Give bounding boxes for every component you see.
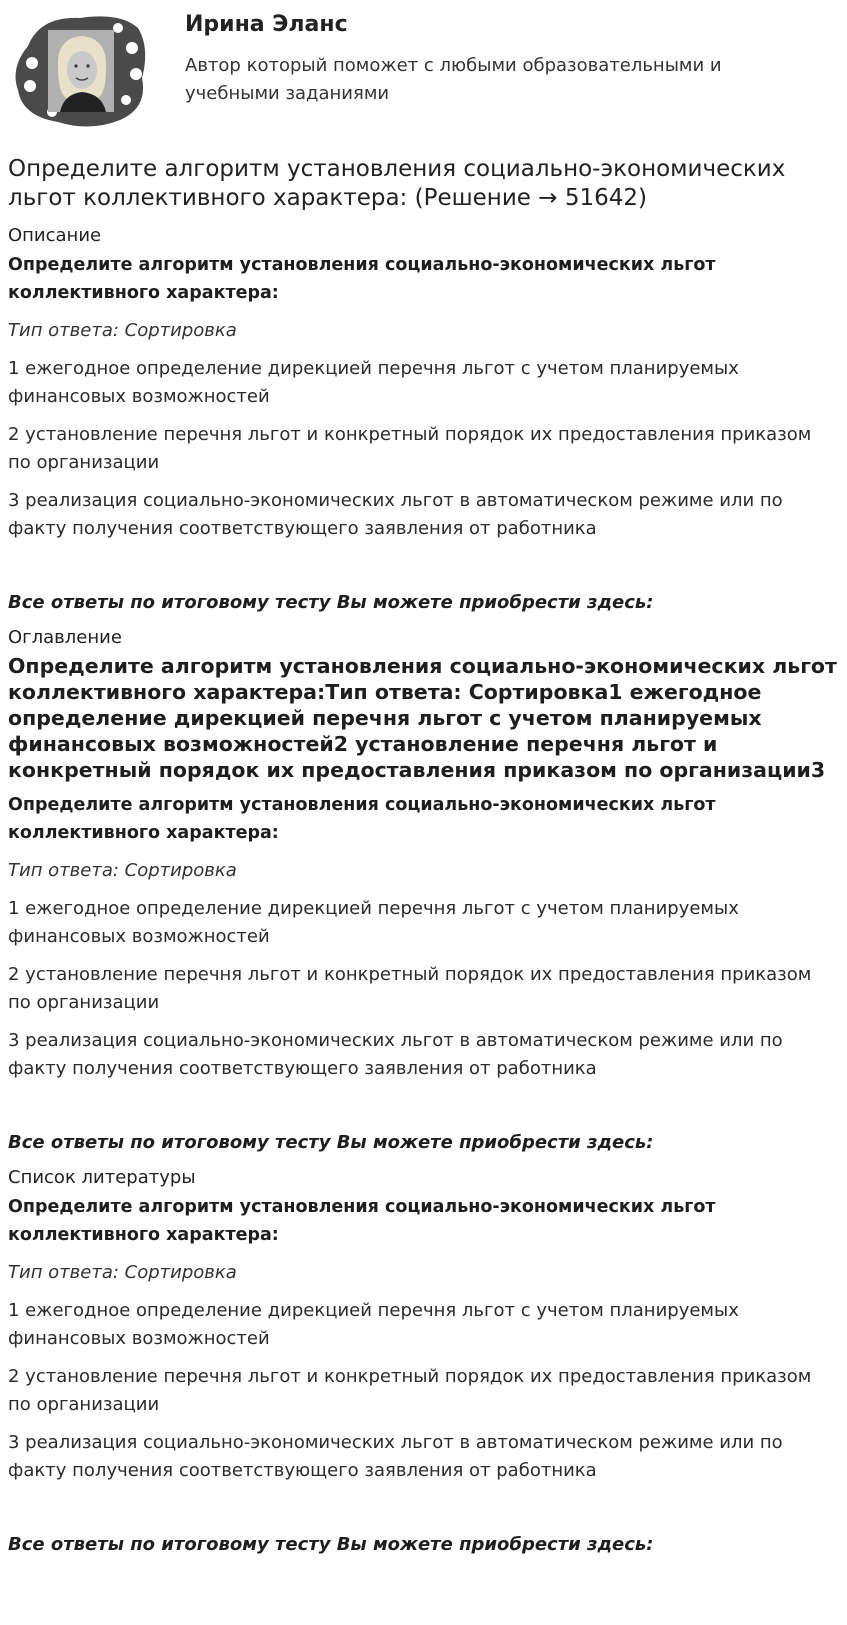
answer-type: Тип ответа: Сортировка (8, 860, 237, 881)
list-item: 3 реализация социально-экономических льгот в автоматическом режиме или по факту получения соответствующего заявления от работника (8, 1030, 783, 1079)
purchase-cta[interactable]: Все ответы по итоговому тесту Вы можете приобрести здесь: (8, 1132, 654, 1153)
toc-section (8, 627, 839, 1155)
list-item: 1 ежегодное определение дирекцией перечня льгот с учетом планируемых финансовых возможностей (8, 358, 739, 407)
list-item: 2 установление перечня льгот и конкретный порядок их предоставления приказом по организации (8, 1366, 812, 1415)
toc-heading: Определите алгоритм установления социально-экономических льгот коллективного характера:Тип ответа: Сортировка1 ежегодное определение дирекцией перечня льгот с учетом планируемых финансовых возможностей2 установление перечня льгот и конкретный порядок их предоставления приказом по организации3 (8, 654, 837, 782)
question-title: Определите алгоритм установления социально-экономических льгот коллективного характера: (8, 1197, 716, 1245)
answer-type: Тип ответа: Сортировка (8, 1262, 237, 1283)
list-item: 2 установление перечня льгот и конкретный порядок их предоставления приказом по организации (8, 424, 812, 473)
literature-section (8, 1167, 839, 1557)
author-name[interactable]: Ирина Эланс (185, 12, 348, 37)
question-title: Определите алгоритм установления социально-экономических льгот коллективного характера: (8, 795, 716, 843)
list-item: 1 ежегодное определение дирекцией перечня льгот с учетом планируемых финансовых возможностей (8, 1300, 739, 1349)
question-title: Определите алгоритм установления социально-экономических льгот коллективного характера: (8, 255, 716, 303)
author-description: Автор который поможет с любыми образовательными и учебными заданиями (185, 55, 722, 104)
list-item: 1 ежегодное определение дирекцией перечня льгот с учетом планируемых финансовых возможностей (8, 898, 739, 947)
description-section (8, 225, 839, 615)
section-label-toc: Оглавление (8, 627, 122, 648)
avatar[interactable] (10, 8, 160, 133)
section-label-literature: Список литературы (8, 1167, 196, 1188)
list-item: 2 установление перечня льгот и конкретный порядок их предоставления приказом по организации (8, 964, 812, 1013)
page-title: Определите алгоритм установления социально-экономических льгот коллективного характера: (Решение → 51642) (8, 156, 786, 211)
list-item: 3 реализация социально-экономических льгот в автоматическом режиме или по факту получения соответствующего заявления от работника (8, 1432, 783, 1481)
list-item: 3 реализация социально-экономических льгот в автоматическом режиме или по факту получения соответствующего заявления от работника (8, 490, 783, 539)
purchase-cta[interactable]: Все ответы по итоговому тесту Вы можете приобрести здесь: (8, 1534, 654, 1555)
answer-type: Тип ответа: Сортировка (8, 320, 237, 341)
author-card (8, 8, 839, 133)
section-label-description: Описание (8, 225, 102, 246)
purchase-cta[interactable]: Все ответы по итоговому тесту Вы можете приобрести здесь: (8, 592, 654, 613)
